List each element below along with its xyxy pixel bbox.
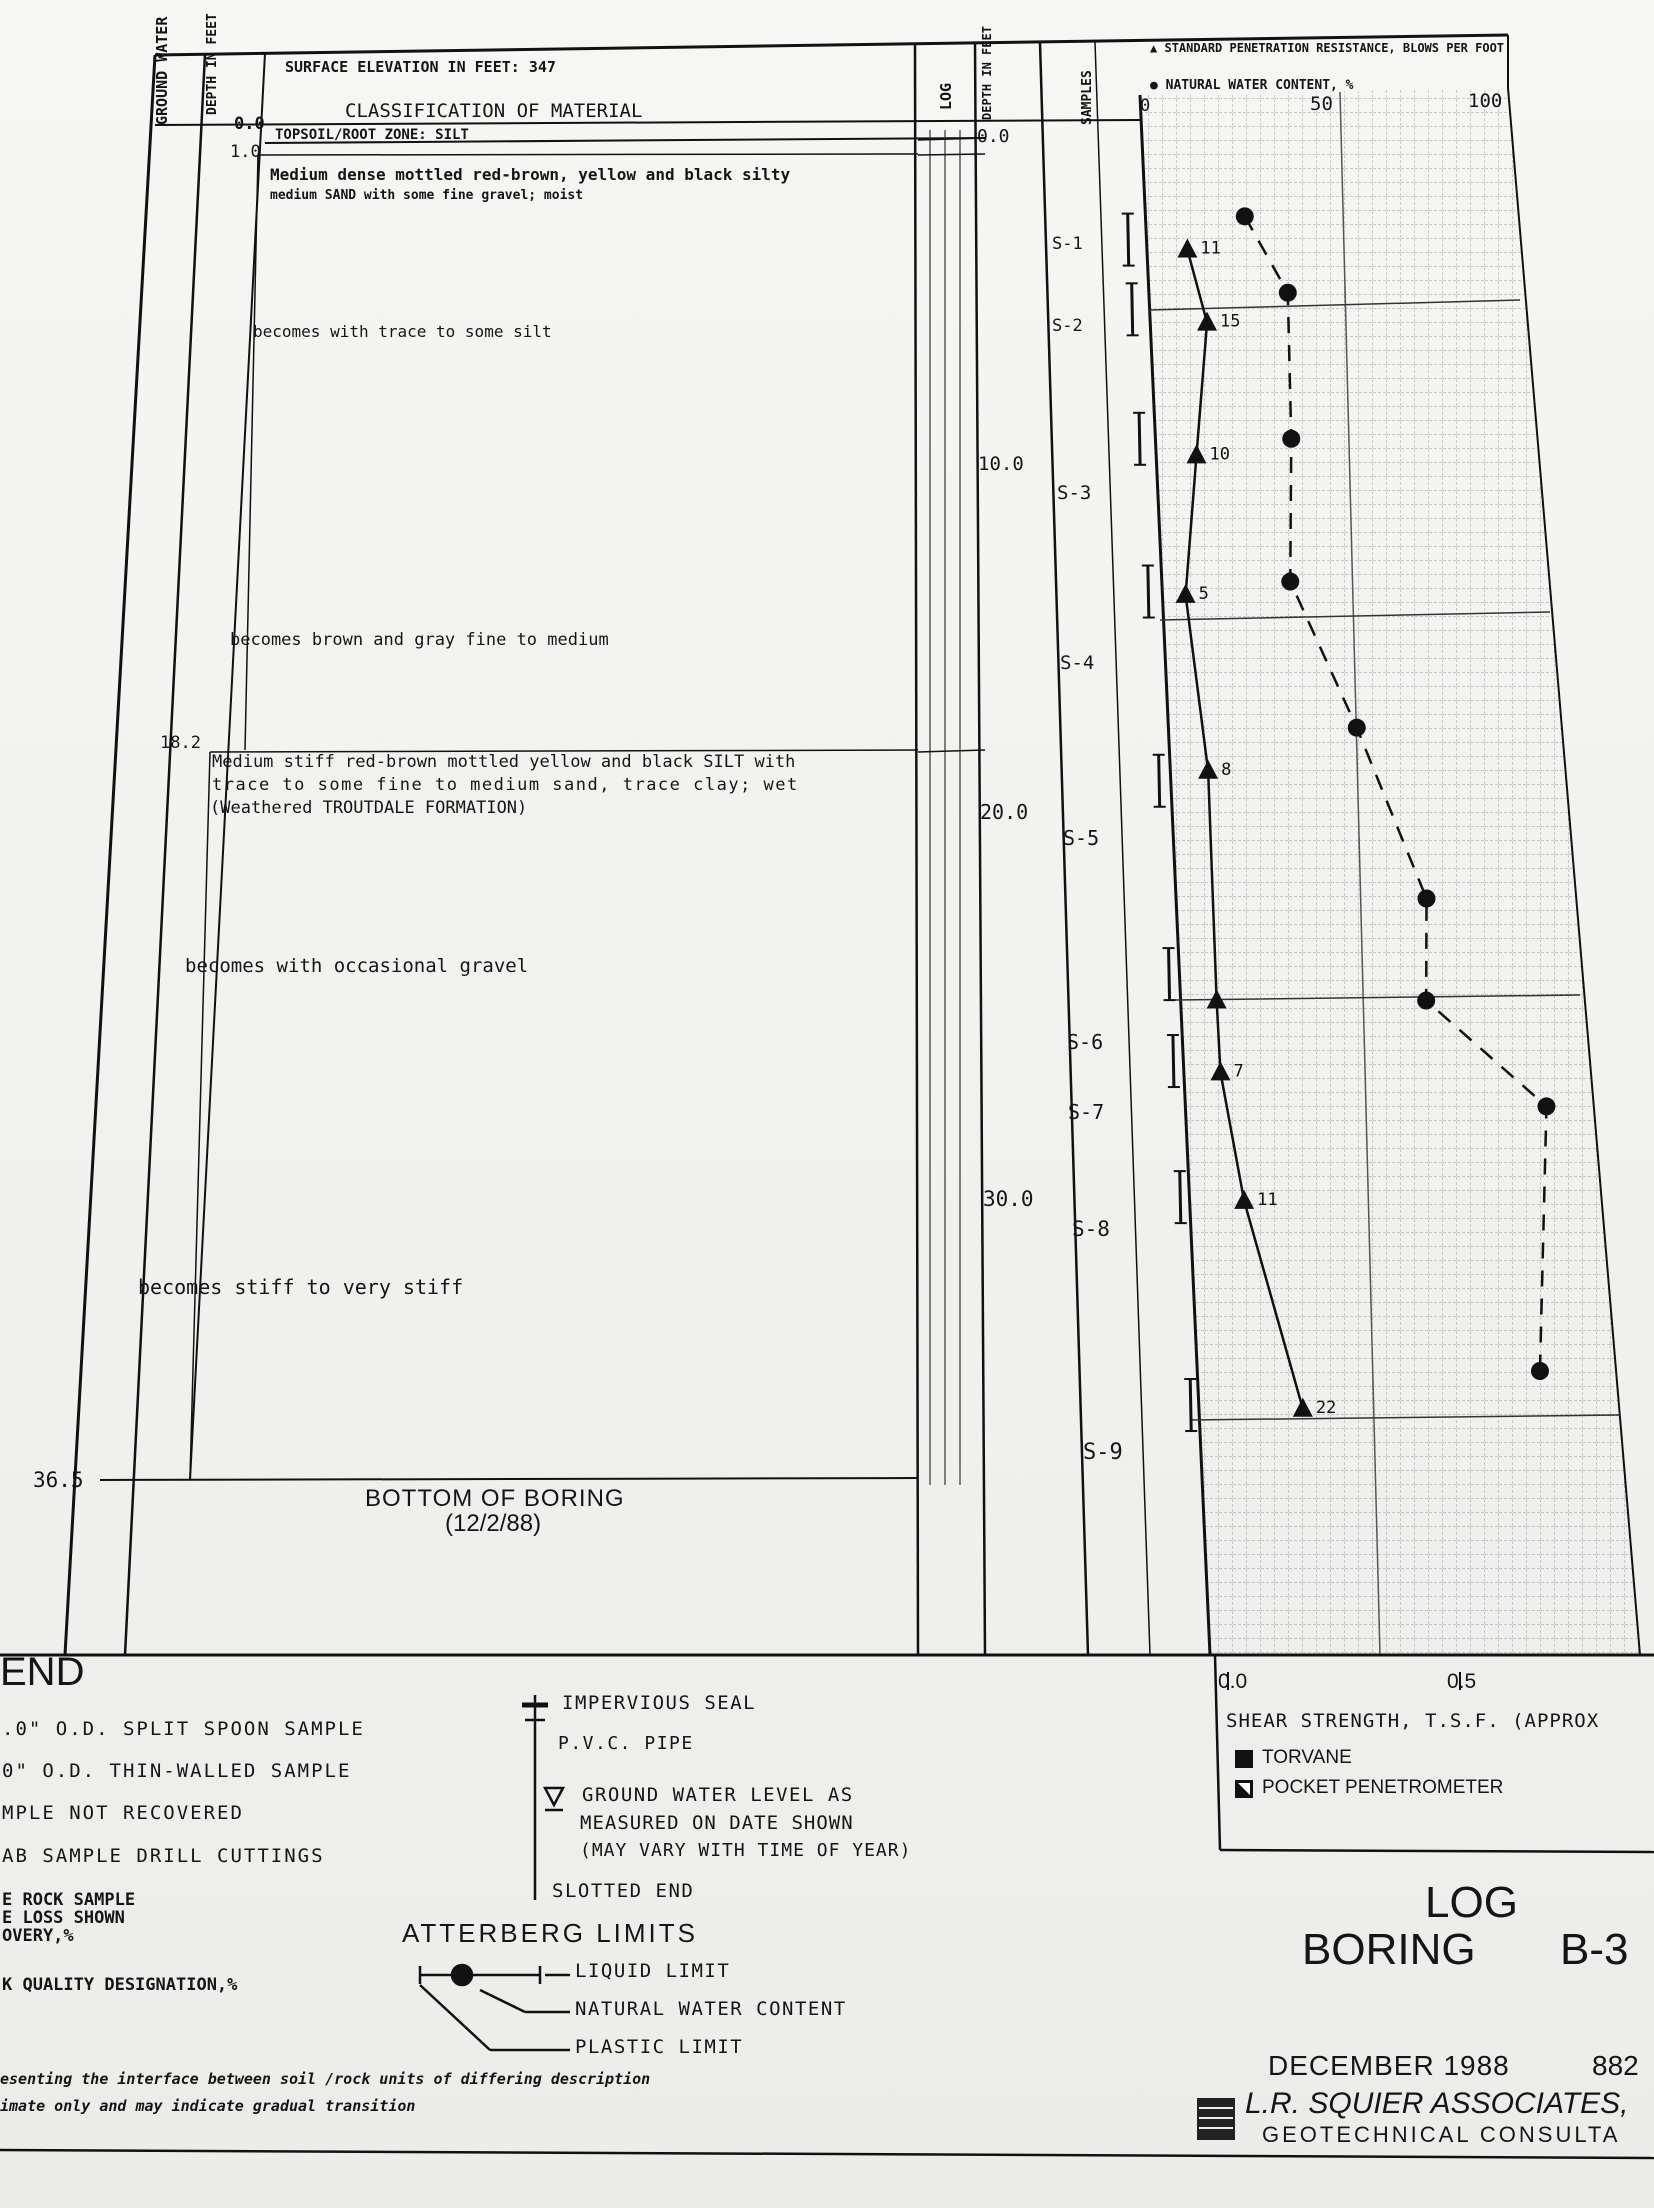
spt-legend-icon: ▲ xyxy=(1150,41,1158,55)
sample-interval-bar xyxy=(1169,948,1170,1000)
depth-tick-20: 20.0 xyxy=(980,800,1029,824)
sample-interval-bar xyxy=(1139,413,1140,465)
spt-value-label: 5 xyxy=(1198,583,1209,604)
sample-interval-bar xyxy=(1173,1035,1174,1087)
chart-grid xyxy=(1140,88,1640,1655)
depth-tick-30: 30.0 xyxy=(983,1187,1034,1211)
surface-elevation: SURFACE ELEVATION IN FEET: 347 xyxy=(285,58,556,76)
sample-s1: S-1 xyxy=(1052,234,1083,254)
legend-atterberg: ATTERBERG LIMITS xyxy=(402,1918,698,1948)
sample-interval-bar xyxy=(1132,283,1133,335)
sample-s2: S-2 xyxy=(1052,316,1083,336)
legend-not-recovered: MPLE NOT RECOVERED xyxy=(2,1802,244,1824)
shear-label: SHEAR STRENGTH, T.S.F. (APPROX xyxy=(1226,1710,1600,1732)
legend-liquid-limit: LIQUID LIMIT xyxy=(575,1960,731,1982)
sample-s4: S-4 xyxy=(1060,652,1095,674)
title-log: LOG xyxy=(1425,1878,1518,1927)
water-content-point xyxy=(1418,890,1436,908)
bottom-of-boring: BOTTOM OF BORING xyxy=(365,1485,625,1512)
water-content-point xyxy=(1281,573,1299,591)
legend-gw-level-1: GROUND WATER LEVEL AS xyxy=(582,1784,854,1806)
depth-label-1: 1.0 xyxy=(230,142,261,162)
legend-gw-level-2: MEASURED ON DATE SHOWN xyxy=(580,1812,854,1834)
layer-topsoil: TOPSOIL/ROOT ZONE: SILT xyxy=(275,127,469,143)
depth-label-3: 36.5 xyxy=(33,1468,84,1492)
shear-tick-05: 0.5 xyxy=(1447,1670,1477,1693)
water-legend xyxy=(1150,78,1354,93)
log-header: LOG xyxy=(937,82,955,110)
company-logo xyxy=(1197,2098,1235,2140)
legend-rock-3: OVERY,% xyxy=(2,1926,74,1946)
layer-silt-note-1: becomes with occasional gravel xyxy=(185,955,529,977)
sample-interval-bar xyxy=(1148,566,1149,618)
spt-value-label: 11 xyxy=(1257,1189,1278,1210)
depth-header-2: DEPTH IN FEET xyxy=(980,26,994,120)
layer-silt-desc-1: Medium stiff red-brown mottled yellow and black SILT with xyxy=(212,752,796,772)
title-boring-id: B-3 xyxy=(1560,1925,1629,1974)
layer-sand-note-1: becomes with trace to some silt xyxy=(253,322,552,341)
depth-tick-0: 0.0 xyxy=(977,126,1010,147)
sample-s5: S-5 xyxy=(1063,826,1100,850)
title-company: L.R. SQUIER ASSOCIATES, xyxy=(1245,2087,1629,2120)
title-subtitle: GEOTECHNICAL CONSULTA xyxy=(1262,2122,1621,2147)
legend-natural-water: NATURAL WATER CONTENT xyxy=(575,1998,847,2020)
water-content-point xyxy=(1537,1097,1555,1115)
legend-slotted-end: SLOTTED END xyxy=(552,1880,695,1902)
sample-s7: S-7 xyxy=(1068,1100,1105,1124)
ground-water-header: GROUND WATER xyxy=(153,16,171,125)
sample-s3: S-3 xyxy=(1057,482,1092,504)
water-content-point xyxy=(1279,284,1297,302)
sample-interval-bar xyxy=(1180,1171,1181,1223)
water-legend-text: NATURAL WATER CONTENT, % xyxy=(1165,78,1354,93)
depth-tick-10: 10.0 xyxy=(978,453,1024,475)
shear-tick-0: 0.0 xyxy=(1218,1670,1248,1693)
spt-value-label: 10 xyxy=(1209,444,1230,465)
water-content-point xyxy=(1348,719,1366,737)
water-content-point xyxy=(1531,1362,1549,1380)
legend-grab-sample: AB SAMPLE DRILL CUTTINGS xyxy=(2,1845,325,1867)
sample-s8: S-8 xyxy=(1072,1217,1110,1241)
sample-s6: S-6 xyxy=(1067,1030,1104,1054)
layer-silt-desc-3: (Weathered TROUTDALE FORMATION) xyxy=(210,798,528,818)
layer-silt-desc-2: trace to some fine to medium sand, trace clay; wet xyxy=(212,775,799,795)
legend-rock-1: E ROCK SAMPLE xyxy=(2,1890,136,1910)
title-job-number: 882 xyxy=(1592,2050,1639,2081)
legend-title: END xyxy=(0,1650,85,1694)
layer-sand-note-2: becomes brown and gray fine to medium xyxy=(230,630,609,650)
depth-label-2: 18.2 xyxy=(160,733,201,753)
legend-rqd: K QUALITY DESIGNATION,% xyxy=(2,1975,238,1995)
scale-50: 50 xyxy=(1310,93,1333,115)
water-content-point xyxy=(1417,992,1435,1010)
water-content-point xyxy=(1236,207,1254,225)
legend-split-spoon: .0" O.D. SPLIT SPOON SAMPLE xyxy=(2,1718,365,1740)
samples-header: SAMPLES xyxy=(1080,70,1095,125)
sample-interval-bar xyxy=(1159,755,1160,807)
sample-interval-bar xyxy=(1190,1379,1191,1431)
legend-gw-level-3: (MAY VARY WITH TIME OF YEAR) xyxy=(580,1840,912,1861)
classification-header: CLASSIFICATION OF MATERIAL xyxy=(345,100,643,122)
layer-sand-desc-1: Medium dense mottled red-brown, yellow and black silty xyxy=(270,165,791,184)
layer-sand-desc-2: medium SAND with some fine gravel; moist xyxy=(270,188,584,203)
sample-interval-bar xyxy=(1128,214,1129,266)
depth-label-0: 0.0 xyxy=(234,114,265,134)
spt-value-label: 11 xyxy=(1200,238,1221,259)
title-boring: BORING xyxy=(1302,1925,1476,1974)
spt-value-label: 22 xyxy=(1315,1397,1337,1418)
depth-header: DEPTH IN FEET xyxy=(205,13,220,115)
title-date: DECEMBER 1988 xyxy=(1268,2050,1510,2081)
spt-value-label: 7 xyxy=(1233,1061,1244,1082)
legend-note-1: esenting the interface between soil /rock units of differing description xyxy=(0,2070,651,2088)
layer-silt-note-2: becomes stiff to very stiff xyxy=(138,1275,464,1299)
legend-pvc-pipe: P.V.C. PIPE xyxy=(558,1733,694,1754)
legend-thin-walled: 0" O.D. THIN-WALLED SAMPLE xyxy=(2,1760,352,1782)
bottom-date: (12/2/88) xyxy=(445,1510,542,1537)
spt-value-label: 8 xyxy=(1221,759,1232,780)
scale-0: 0 xyxy=(1140,96,1151,116)
spt-legend-text: STANDARD PENETRATION RESISTANCE, BLOWS PER FOOT xyxy=(1164,41,1505,55)
legend-impervious-seal: IMPERVIOUS SEAL xyxy=(562,1692,757,1714)
pocket-penetrometer-label: POCKET PENETROMETER xyxy=(1262,1777,1504,1798)
water-content-point xyxy=(1282,430,1300,448)
sample-s9: S-9 xyxy=(1083,1440,1123,1465)
scale-100: 100 xyxy=(1468,90,1503,112)
water-legend-icon: ● xyxy=(1150,78,1158,93)
legend-note-2: imate only and may indicate gradual transition xyxy=(0,2097,416,2115)
torvane-label: TORVANE xyxy=(1262,1747,1352,1768)
legend-plastic-limit: PLASTIC LIMIT xyxy=(575,2036,744,2058)
spt-legend xyxy=(1150,42,1510,54)
legend-symbols xyxy=(420,1695,570,2050)
spt-value-label: 15 xyxy=(1220,311,1241,332)
legend-rock-2: E LOSS SHOWN xyxy=(2,1908,125,1928)
